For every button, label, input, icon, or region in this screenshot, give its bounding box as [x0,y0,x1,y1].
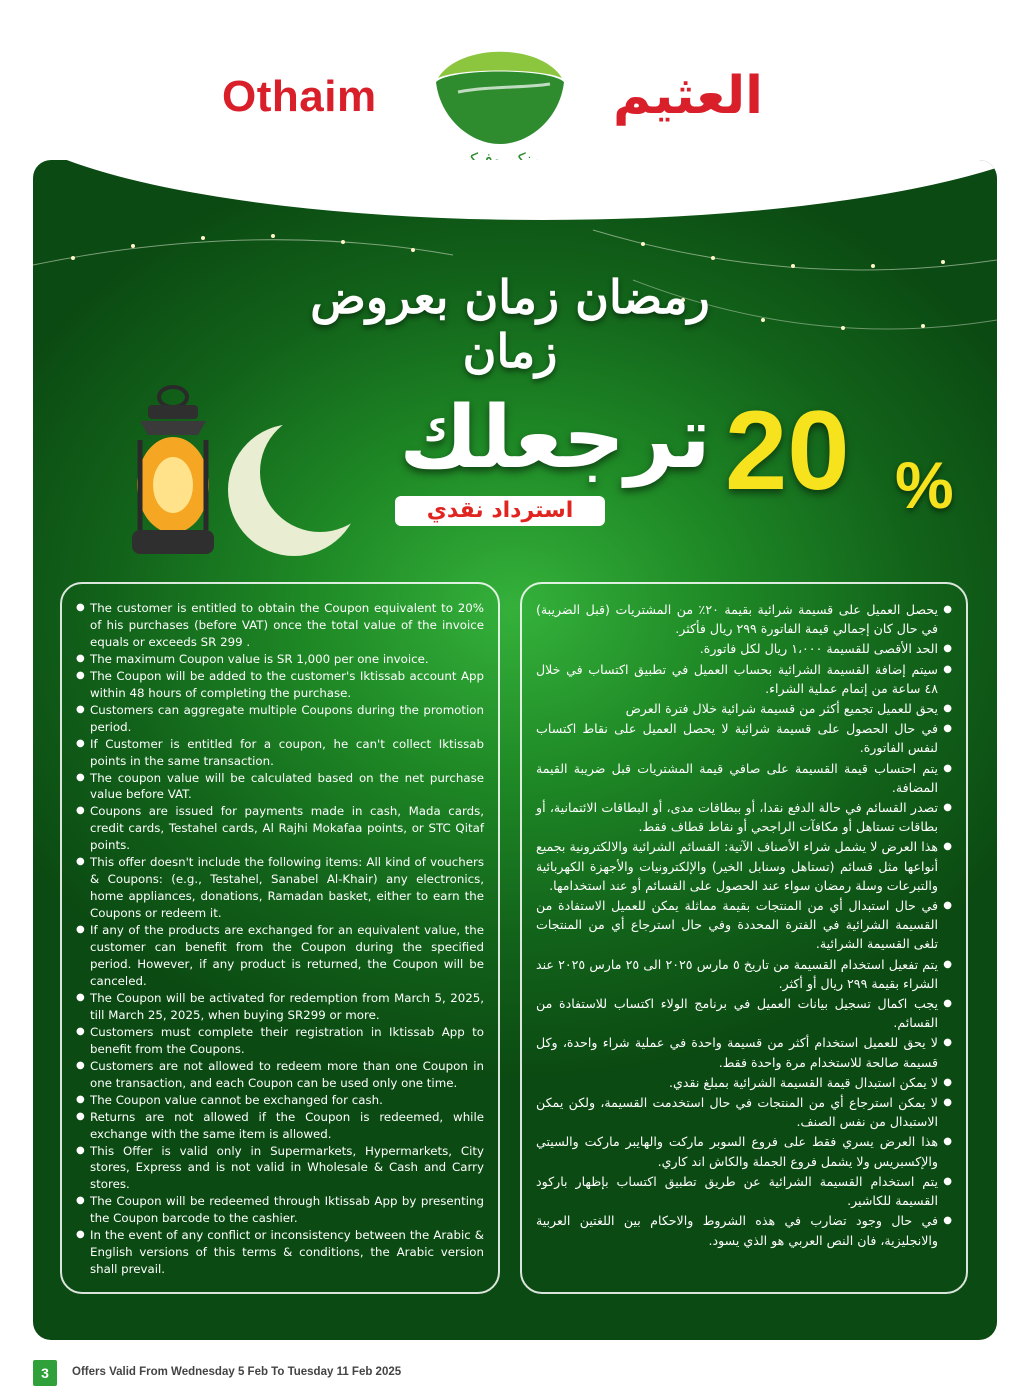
bullet-icon: ● [943,703,952,715]
term-item-en [76,1227,484,1278]
term-item-en [76,1193,484,1227]
term-item-ar [536,1073,952,1092]
bullet-icon: ● [76,1144,85,1156]
terms-english-list [76,600,484,1278]
lantern-icon [118,385,228,560]
term-text: The Coupon will be redeemed through Iktissab App by presenting the Coupon barcode to the cashier. [90,1194,484,1226]
bullet-icon: ● [76,991,85,1003]
term-item-en [76,854,484,922]
term-item-ar [536,837,952,895]
terms-arabic-box [520,582,968,1294]
term-text: This offer doesn't include the following items: All kind of vouchers & Coupons: (e.g., Testahel, Sanabel Al-Khair) any electronics, home appliances, donations, Ramadan basket, either to earn the Coupons or redeem it. [90,855,484,921]
term-item-ar [536,955,952,993]
bullet-icon: ● [76,1025,85,1037]
term-item-ar [536,699,952,718]
bullet-icon: ● [76,856,85,868]
term-item-ar [536,660,952,698]
bullet-icon: ● [943,841,952,853]
bullet-icon: ● [76,1093,85,1105]
bullet-icon: ● [76,924,85,936]
term-item-en [76,702,484,736]
term-item-ar [536,896,952,954]
term-text: لا يمكن استرجاع أي من المنتجات في حال استخدمت القسيمة، ولكن يمكن الاستبدال من نفس الصنف. [536,1095,938,1130]
brand-name-en: Othaim [222,72,377,121]
term-text: هذا العرض يسري فقط على فروع السوبر ماركت والهايبر ماركت والسيتي والإكسبريس ولا يشمل فروع الجملة والكاش اند كاري. [536,1134,938,1169]
bullet-icon: ● [943,762,952,774]
term-item-ar [536,798,952,836]
term-text: في حال الحصول على قسيمة شرائية لا يحصل العميل على نقاط اكتساب لنفس الفاتورة. [536,721,938,756]
page-number: 3 [33,1360,57,1386]
crescent-moon-icon [222,410,362,560]
term-text: يتم استخدام القسيمة الشرائية عن طريق تطبيق اكتساب بإظهار باركود القسيمة للكاشير. [536,1173,938,1209]
term-text: Returns are not allowed if the Coupon is redeemed, while exchange with the same item is allowed. [90,1109,484,1141]
term-text: Customers can aggregate multiple Coupons during the promotion period. [90,702,484,734]
promo-title: ترجعلك [399,388,711,488]
term-item-en [76,1024,484,1058]
bullet-icon: ● [943,802,952,814]
term-item-en [76,803,484,854]
term-text: الحد الأقصى للقسيمة ١،٠٠٠ ريال لكل فاتورة. [699,641,938,657]
bullet-icon: ● [943,1076,952,1088]
bullet-icon: ● [943,604,952,615]
term-item-ar [536,759,952,797]
discount-percent-sign: % [895,448,954,522]
term-item-en [76,600,484,651]
term-item-en [76,1143,484,1194]
term-text: يحق للعميل تجميع أكثر من قسيمة شرائية خلال فترة العرض [625,701,938,717]
bullet-icon: ● [76,669,85,681]
term-item-en [76,922,484,990]
term-item-ar [536,600,952,638]
term-text: In the event of any conflict or inconsistency between the Arabic & English versions of this terms & conditions, the Arabic version shall prevail. [90,1228,484,1277]
term-item-en [76,1109,484,1143]
bullet-icon: ● [943,1136,952,1148]
bullet-icon: ● [76,805,85,817]
term-item-en [76,1092,484,1109]
term-text: لا يحق للعميل استخدام أكثر من قسيمة واحدة في عملية شراء واحدة، وكل قسيمة صالحة للاستخدام مرة واحدة فقط. [536,1035,938,1070]
term-text: هذا العرض لا يشمل شراء الأصناف الآتية: القسائم الشرائية والالكترونية بجميع أنواعها مثل قسائم (تستاهل وسنابل الخير) والإلكترونيات والأجهزة الكهربائية والتبرعات وسلة رمضان سواء عند الحصول على القسائم أو عند استخدامها. [536,839,938,893]
term-text: Customers are not allowed to redeem more than one Coupon in one transaction, and each Coupon can be used only one time. [90,1058,484,1090]
term-text: The Coupon value cannot be exchanged for cash. [90,1092,383,1107]
term-text: Coupons are issued for payments made in cash, Mada cards, credit cards, Testahel cards, Al Rajhi Mokafaa points, or STC Qitaf points. [90,804,484,853]
term-text: If Customer is entitled for a coupon, he can't collect Iktissab points in the same transaction. [90,736,484,768]
bullet-icon: ● [943,1215,952,1227]
bullet-icon: ● [76,737,85,749]
term-text: The Coupon will be added to the customer's Iktissab account App within 48 hours of completing the purchase. [90,668,484,700]
bullet-icon: ● [943,643,952,655]
term-item-en [76,651,484,668]
term-text: تصدر القسائم في حالة الدفع نقدا، أو ببطاقات مدى، أو البطاقات الائتمانية، أو بطاقات تستاهل أو مكافآت الراجحي أو نقاط قطاف فقط. [536,800,938,835]
term-text: The maximum Coupon value is SR 1,000 per one invoice. [90,651,429,666]
hero-title: رمضان زمان بعروض زمان [310,270,710,378]
terms-arabic-list [536,600,952,1250]
term-item-en [76,770,484,804]
bullet-icon: ● [943,1097,952,1109]
term-text: The customer is entitled to obtain the Coupon equivalent to 20% of his purchases (before VAT) once the total value of the invoice equals or exceeds SR 299 . [90,601,484,649]
term-text: يتم احتساب قيمة القسيمة على صافي قيمة المشتريات قبل ضريبة القيمة المضافة. [536,760,938,795]
term-text: Customers must complete their registration in Iktissab App to benefit from the Coupons. [90,1024,484,1056]
term-item-ar [536,1093,952,1131]
term-text: يتم تفعيل استخدام القسيمة من تاريخ ٥ مارس ٢٠٢٥ الى ٢٥ مارس ٢٠٢٥ عند الشراء بقيمة ٢٩٩ ريال أو أكثر. [536,956,938,991]
bullet-icon: ● [943,958,952,970]
bullet-icon: ● [943,663,952,675]
term-item-ar [536,1033,952,1071]
term-item-en [76,668,484,702]
term-item-en [76,990,484,1024]
term-item-en [76,1058,484,1092]
term-item-ar [536,639,952,658]
term-text: يحصل العميل على قسيمة شرائية بقيمة ٢٠٪ من المشتريات (قبل الضريبة) في حال كان إجمالي قيمة الفاتورة ٢٩٩ ريال فأكثر. [536,602,938,637]
term-item-en [76,736,484,770]
term-text: لا يمكن استبدال قيمة القسيمة الشرائية بمبلغ نقدي. [669,1074,938,1090]
term-text: The coupon value will be calculated based on the net purchase value before VAT. [90,770,484,802]
bullet-icon: ● [76,771,85,783]
bullet-icon: ● [76,1229,85,1241]
bullet-icon: ● [943,998,952,1010]
terms-english-box [60,582,500,1294]
bullet-icon: ● [76,703,85,715]
cashback-label: استرداد نقدي [395,496,605,526]
term-text: سيتم إضافة القسيمة الشرائية بحساب العميل في تطبيق اكتساب في خلال ٤٨ ساعة من إتمام عملية الشراء. [536,661,938,696]
term-item-ar [536,1211,952,1249]
discount-percent-value: 20 [725,388,850,513]
term-text: يجب اكمال تسجيل بيانات العميل في برنامج الولاء اكتساب للاستفادة من القسائم. [536,996,938,1031]
term-text: في حال وجود تضارب في هذه الشروط والاحكام بين اللغتين العربية والانجليزية، فان النص العربي هو الذي يسود. [536,1213,938,1248]
term-text: This Offer is valid only in Supermarkets, Hypermarkets, City stores, Express and is not valid in Wholesale & Cash and Carry stores. [90,1143,484,1192]
bullet-icon: ● [76,1195,85,1207]
bullet-icon: ● [943,1175,952,1187]
term-text: The Coupon will be activated for redemption from March 5, 2025, till March 25, 2025, when buying SR299 or more. [90,990,484,1022]
bullet-icon: ● [76,1110,85,1122]
leaf-logo-icon [430,48,570,148]
term-text: If any of the products are exchanged for an equivalent value, the customer can benefit from the Coupon during the specified period. However, if any product is returned, the Coupon will be canceled. [90,923,484,988]
bullet-icon: ● [943,1037,952,1049]
term-item-ar [536,1172,952,1210]
bullet-icon: ● [76,652,85,664]
bullet-icon: ● [943,900,952,912]
term-item-ar [536,719,952,757]
offer-validity-text: Offers Valid From Wednesday 5 Feb To Tuesday 11 Feb 2025 [72,1366,402,1378]
brand-name-ar: العثيم [613,66,763,126]
term-item-ar [536,994,952,1032]
bullet-icon: ● [943,723,952,735]
term-text: في حال استبدال أي من المنتجات بقيمة مماثلة يمكن للعميل الاستفادة من القسيمة الشرائية في الفترة المحددة وفي حال استرجاع أي من المنتجات تلغى القسيمة الشرائية. [536,898,938,952]
bullet-icon: ● [76,602,85,613]
term-item-ar [536,1132,952,1170]
bullet-icon: ● [76,1059,85,1071]
